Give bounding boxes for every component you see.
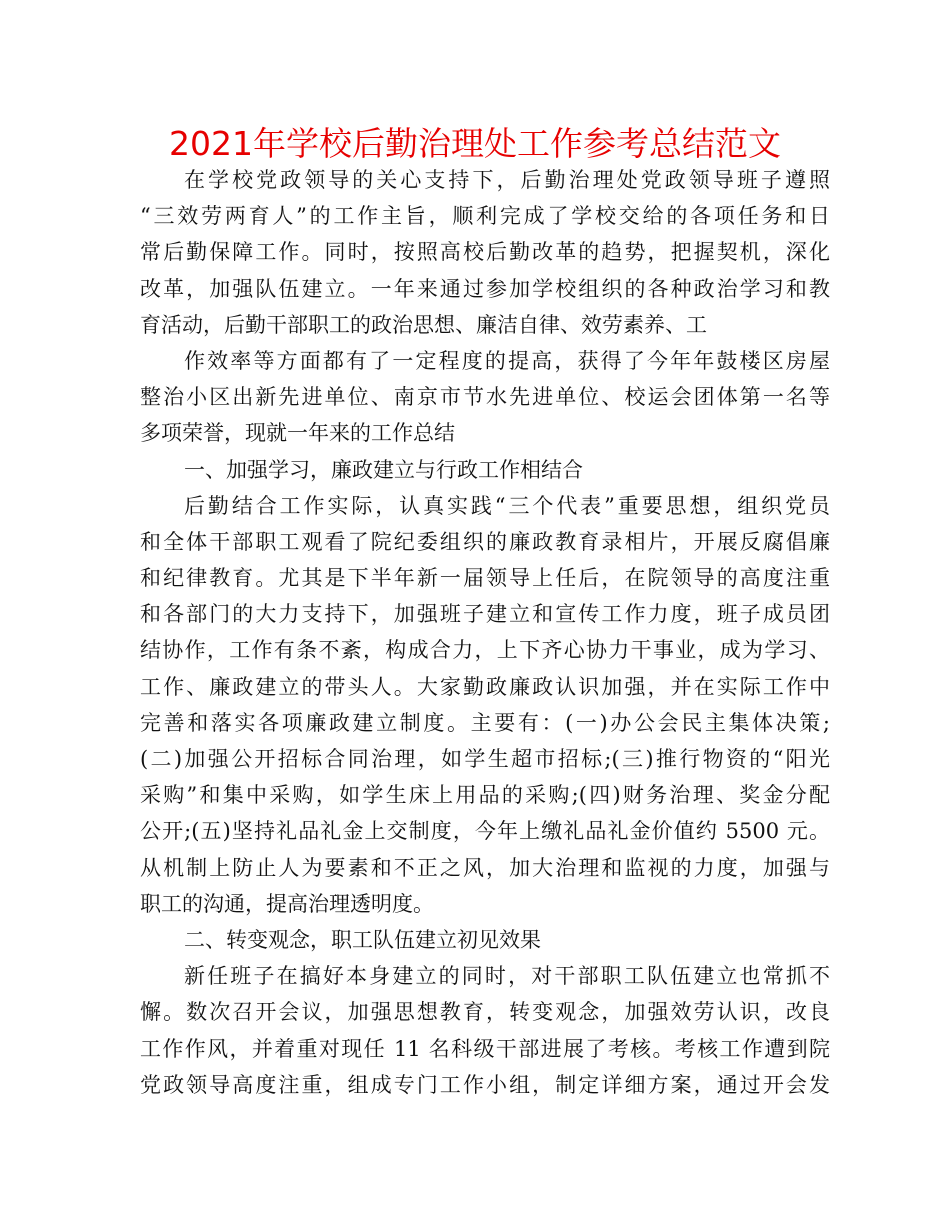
- text-line: 二、转变观念，职工队伍建立初见效果: [184, 927, 541, 952]
- text-line: 育活动，后勤干部职工的政治思想、廉洁自律、效劳素养、工: [140, 312, 707, 337]
- text-line: 和全体干部职工观看了院纪委组织的廉政教育录相片，开展反腐倡廉: [140, 529, 830, 554]
- document-body: [140, 162, 830, 1103]
- text-line: (二)加强公开招标合同治理，如学生超市招标;(三)推行物资的“阳光: [140, 747, 830, 771]
- text-line: “三效劳两育人”的工作主旨，顺利完成了学校交给的各项任务和日: [140, 204, 830, 229]
- text-line: 懈。数次召开会议，加强思想教育，转变观念，加强效劳认识，改良: [140, 1000, 830, 1025]
- text-line: 改革，加强队伍建立。一年来通过参加学校组织的各种政治学习和教: [140, 276, 830, 301]
- text-line: 新任班子在搞好本身建立的同时，对干部职工队伍建立也常抓不: [184, 964, 830, 989]
- text-line: 作效率等方面都有了一定程度的提高，获得了今年年鼓楼区房屋: [184, 348, 830, 373]
- text-line: 职工的沟通，提高治理透明度。: [140, 891, 434, 916]
- text-line: 后勤结合工作实际，认真实践“三个代表”重要思想，组织党员: [184, 493, 830, 518]
- text-line: 整治小区出新先进单位、南京市节水先进单位、校运会团体第一名等: [140, 385, 830, 410]
- text-line: 工作作风，并着重对现任 11 名科级干部进展了考核。考核工作遭到院: [140, 1036, 830, 1061]
- text-line: 公开;(五)坚持礼品礼金上交制度，今年上缴礼品礼金价值约 5500 元。: [140, 819, 830, 844]
- text-line: 多项荣誉，现就一年来的工作总结: [140, 421, 455, 446]
- text-line: 一、加强学习，廉政建立与行政工作相结合: [184, 457, 583, 482]
- text-line: 工作、廉政建立的带头人。大家勤政廉政认识加强，并在实际工作中: [140, 674, 830, 699]
- text-line: 完善和落实各项廉政建立制度。主要有：(一)办公会民主集体决策;: [140, 710, 830, 735]
- text-line: 常后勤保障工作。同时，按照高校后勤改革的趋势，把握契机，深化: [140, 240, 830, 265]
- text-line: 从机制上防止人为要素和不正之风，加大治理和监视的力度，加强与: [140, 855, 830, 880]
- document-title: 2021年学校后勤治理处工作参考总结范文: [169, 124, 781, 163]
- text-line: 和纪律教育。尤其是下半年新一届领导上任后，在院领导的高度注重: [140, 566, 830, 591]
- text-line: 采购”和集中采购，如学生床上用品的采购;(四)财务治理、奖金分配: [140, 783, 830, 808]
- text-line: 在学校党政领导的关心支持下，后勤治理处党政领导班子遵照: [184, 168, 830, 192]
- text-line: 结协作，工作有条不紊，构成合力，上下齐心协力干事业，成为学习、: [140, 638, 830, 663]
- text-line: 党政领导高度注重，组成专门工作小组，制定详细方案，通过开会发: [140, 1072, 830, 1097]
- text-line: 和各部门的大力支持下，加强班子建立和宣传工作力度，班子成员团: [140, 602, 830, 627]
